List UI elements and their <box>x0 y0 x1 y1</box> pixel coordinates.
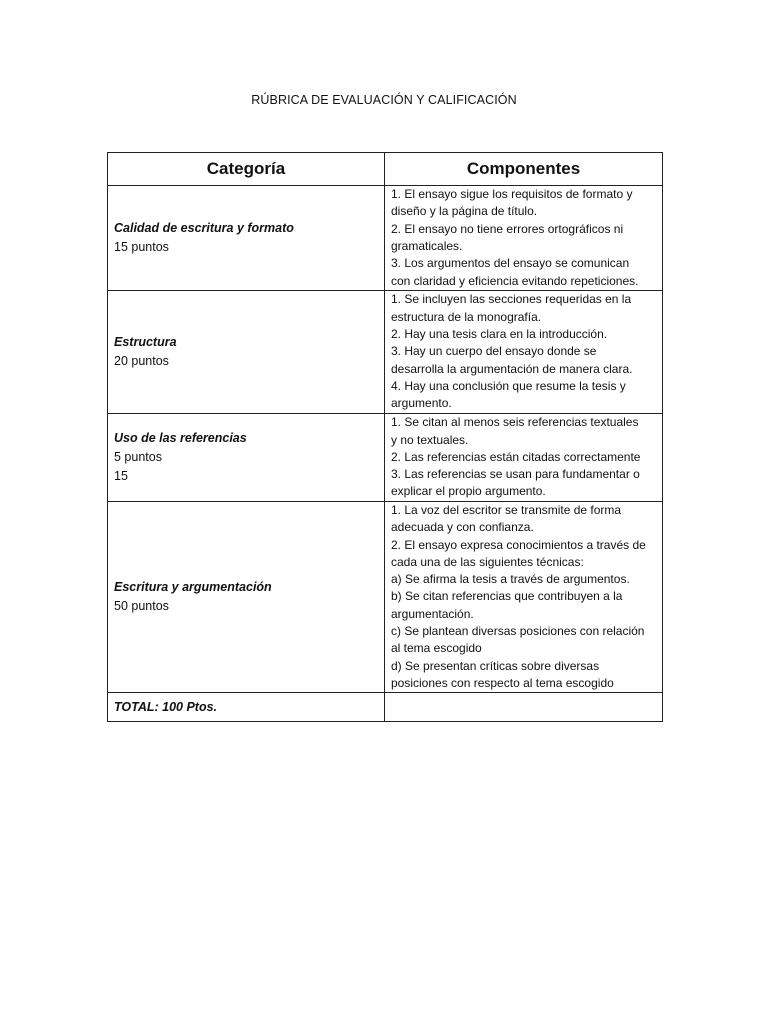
component-line: 1. El ensayo sigue los requisitos de formato y <box>391 187 633 202</box>
category-points: 5 puntos <box>114 450 162 464</box>
component-line: 1. Se incluyen las secciones requeridas en la <box>391 292 632 307</box>
category-name: Estructura <box>114 335 177 349</box>
page-title: RÚBRICA DE EVALUACIÓN Y CALIFICACIÓN <box>251 93 517 107</box>
table-row <box>108 502 663 693</box>
category-points: 50 puntos <box>114 599 169 614</box>
component-line: cada una de las siguientes técnicas: <box>391 554 584 569</box>
component-line: b) Se citan referencias que contribuyen a la <box>391 589 623 604</box>
table-header-row <box>108 153 663 186</box>
component-line: 1. La voz del escritor se transmite de forma <box>391 503 622 517</box>
component-line: desarrolla la argumentación de manera clara. <box>391 361 633 376</box>
component-line: y no textuales. <box>391 432 469 447</box>
column-header-category: Categoría <box>108 153 385 186</box>
component-line: argumentación. <box>391 606 474 621</box>
component-line: con claridad y eficiencia evitando repeticiones. <box>391 273 639 288</box>
component-line: 2. El ensayo expresa conocimientos a través de <box>391 537 646 552</box>
category-cell <box>108 414 385 502</box>
component-line: adecuada y con confianza. <box>391 520 534 535</box>
total-row <box>108 693 663 722</box>
category-cell <box>108 502 385 693</box>
components-cell <box>385 502 663 693</box>
category-points: 20 puntos <box>114 354 169 368</box>
component-line: 2. Hay una tesis clara en la introducción. <box>391 327 608 342</box>
component-line: 2. Las referencias están citadas correctamente <box>391 449 641 464</box>
category-name: Calidad de escritura y formato <box>114 221 294 235</box>
category-cell <box>108 186 385 291</box>
component-line: a) Se afirma la tesis a través de argumentos. <box>391 572 630 587</box>
component-line: 4. Hay una conclusión que resume la tesis y <box>391 378 626 393</box>
components-cell <box>385 291 663 414</box>
total-value <box>385 693 663 722</box>
component-line: posiciones con respecto al tema escogido <box>391 675 614 690</box>
components-cell <box>385 414 663 502</box>
category-cell <box>108 291 385 414</box>
table-row <box>108 186 663 291</box>
component-line: 3. Los argumentos del ensayo se comunican <box>391 256 630 271</box>
component-line: explicar el propio argumento. <box>391 484 546 499</box>
component-line: d) Se presentan críticas sobre diversas <box>391 658 600 673</box>
component-line: diseño y la página de título. <box>391 204 538 219</box>
components-cell <box>385 186 663 291</box>
component-line: argumento. <box>391 396 452 411</box>
component-line: c) Se plantean diversas posiciones con relación <box>391 624 645 639</box>
category-note: 15 <box>114 469 128 483</box>
component-line: 2. El ensayo no tiene errores ortográficos ni <box>391 221 624 236</box>
table-row <box>108 414 663 502</box>
component-line: al tema escogido <box>391 641 482 656</box>
component-line: 1. Se citan al menos seis referencias textuales <box>391 415 639 430</box>
category-name: Uso de las referencias <box>114 431 247 445</box>
category-points: 15 puntos <box>114 240 169 254</box>
total-label: TOTAL: 100 Ptos. <box>108 693 385 722</box>
component-line: 3. Las referencias se usan para fundamentar o <box>391 467 640 482</box>
component-line: estructura de la monografía. <box>391 309 542 324</box>
rubric-table <box>107 152 663 722</box>
category-name: Escritura y argumentación <box>114 580 272 595</box>
table-row <box>108 291 663 414</box>
column-header-components: Componentes <box>385 153 663 186</box>
component-line: gramaticales. <box>391 239 463 253</box>
component-line: 3. Hay un cuerpo del ensayo donde se <box>391 344 597 359</box>
